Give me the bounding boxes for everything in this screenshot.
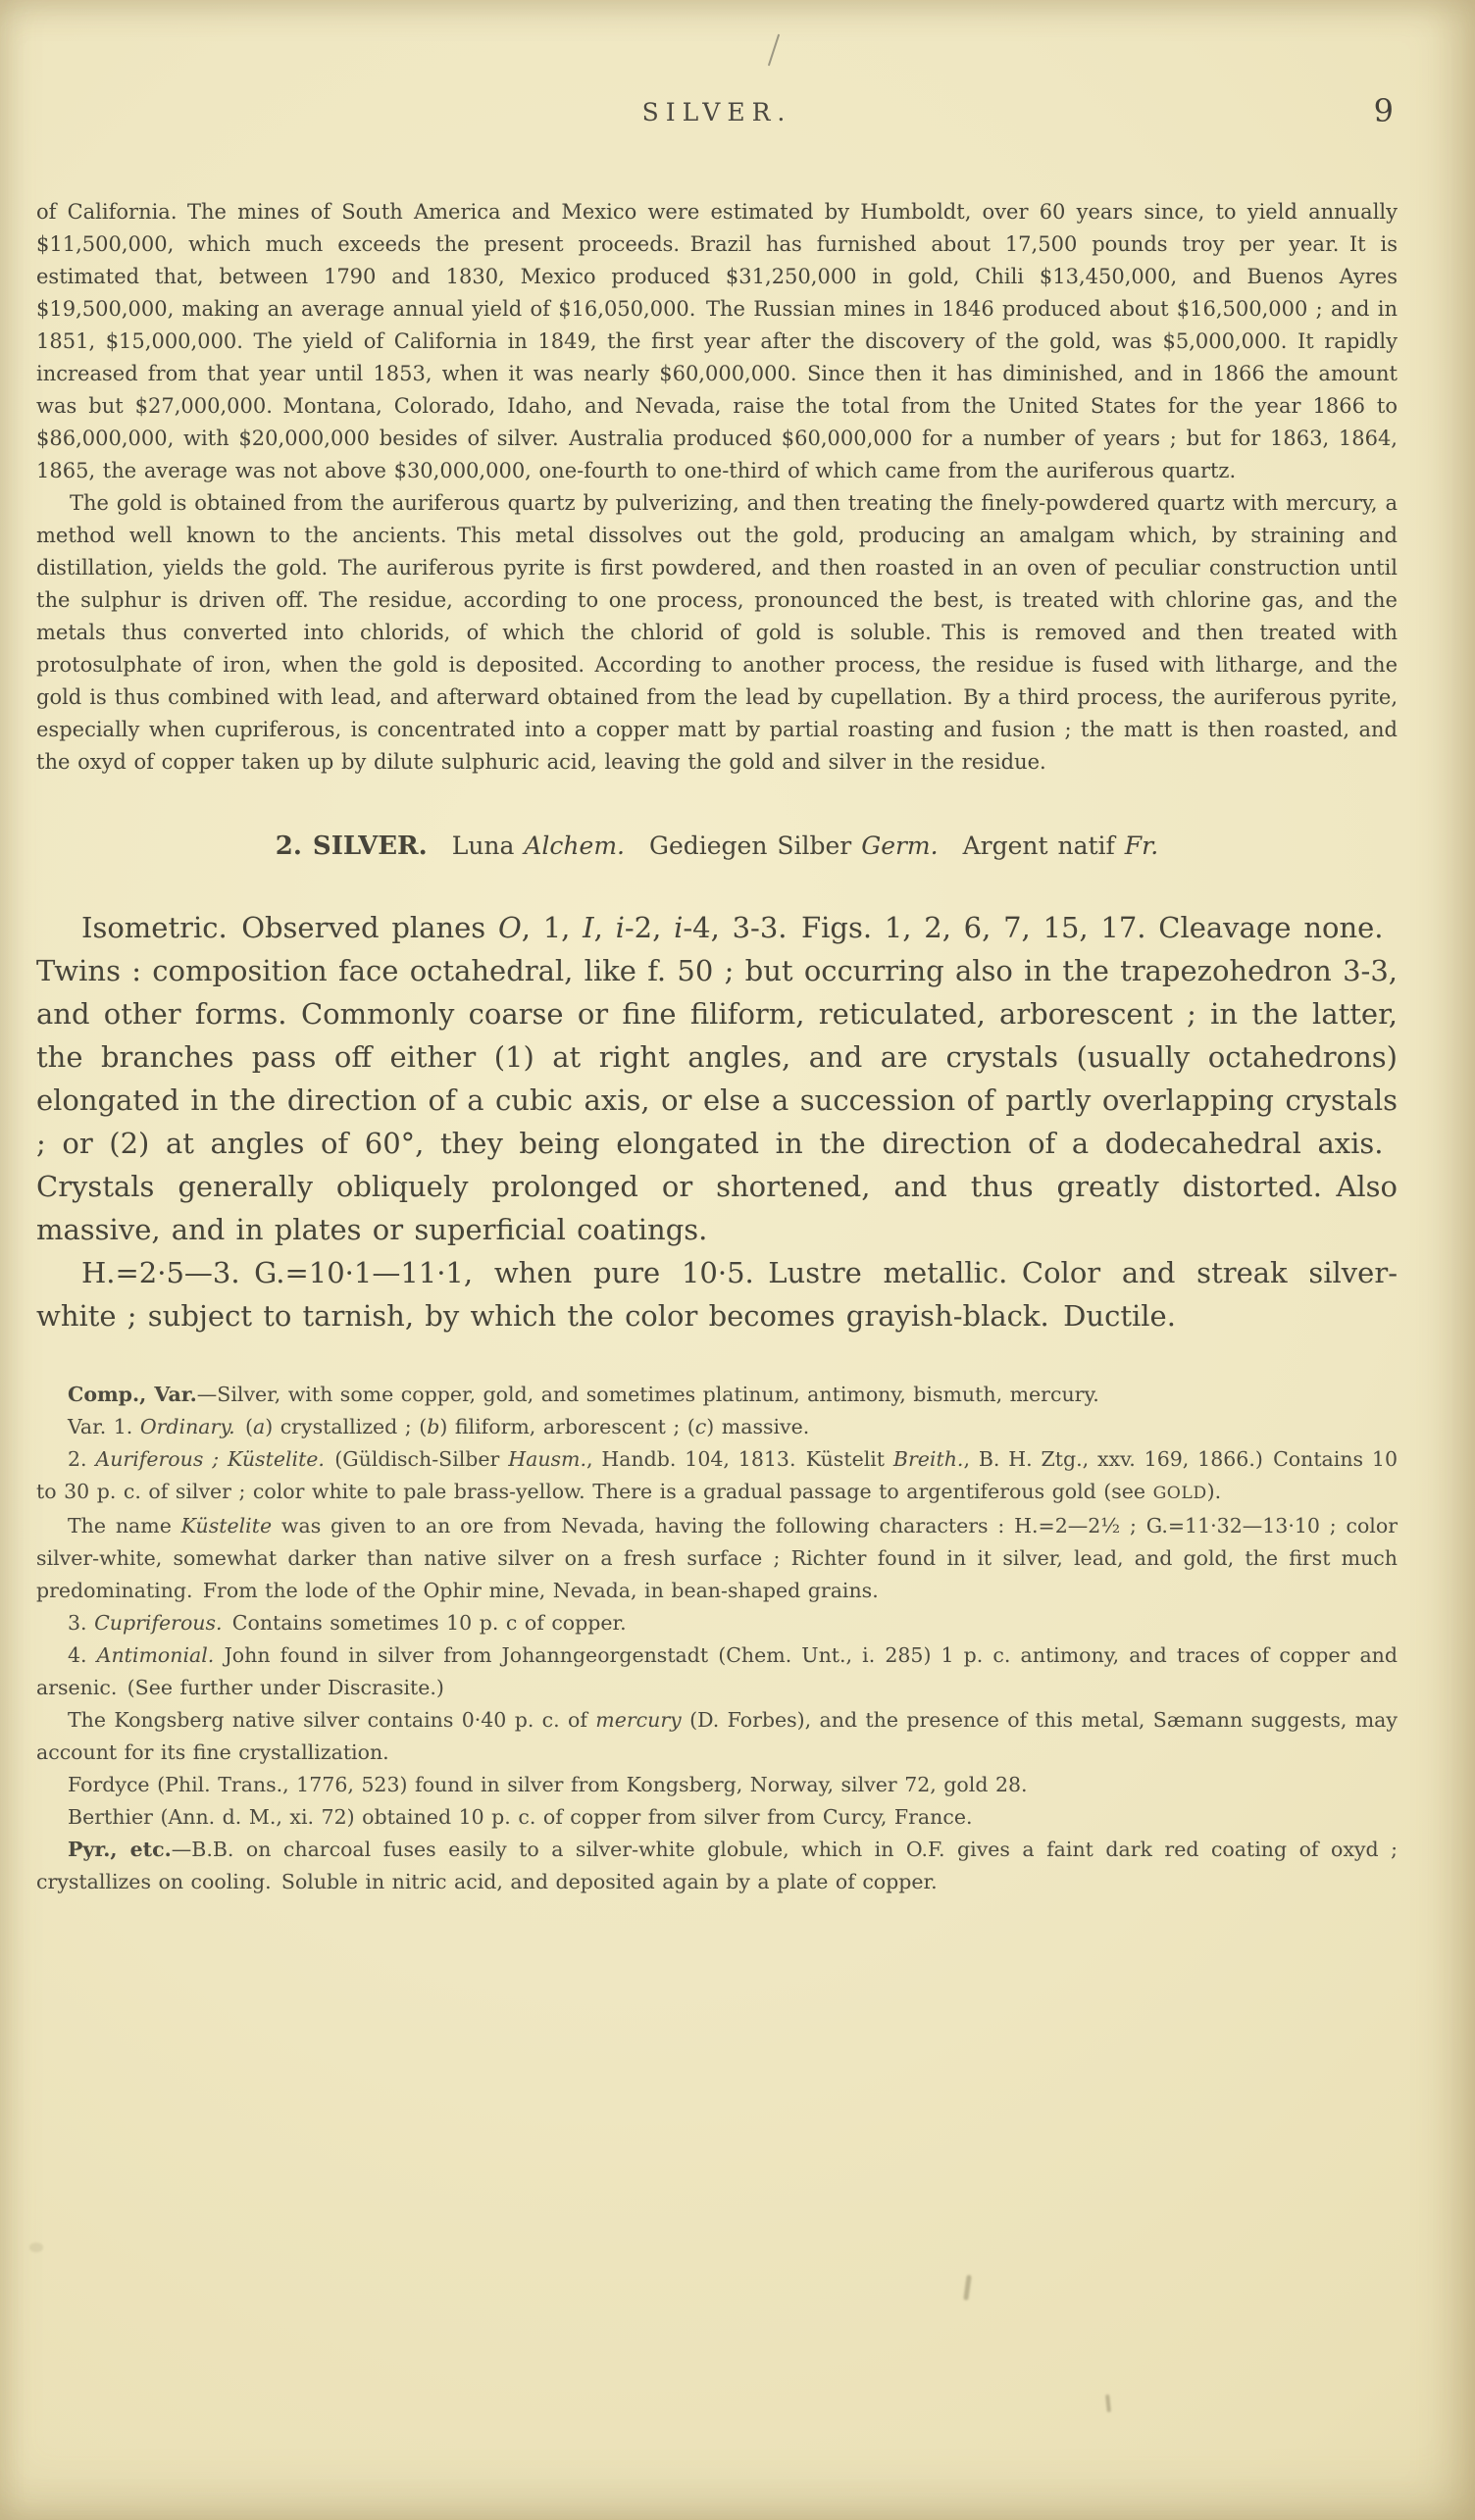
paragraph-berthier-analysis: Berthier (Ann. d. M., xi. 72) obtained 10 p. c. of copper from silver from Curcy, France. [68, 1805, 973, 1829]
paragraph-variety-ordinary: Var. 1. Ordinary. (a) crystallized ; (b) filiform, arborescent ; (c) massive. [68, 1415, 810, 1438]
running-head-title: SILVER. [641, 98, 792, 126]
paragraph-fordyce-analysis: Fordyce (Phil. Trans., 1776, 523) found in silver from Kongsberg, Norway, silver 72, gold 28. [68, 1773, 1028, 1796]
paragraph-gold-extraction-process: The gold is obtained from the auriferous quartz by pulverizing, and then treating the finely-powdered quartz with mercury, a method well known to the ancients. This metal dissolves out the gold, producing an amalgam which, by straining and distillation, yields the gold. The auriferous pyrite is first powdered, and then roasted in an oven of peculiar construction until the sulphur is driven off. The residue, according to one process, pronounced the best, is treated with chlorine gas, and the metals thus converted into chlorids, of which the chlorid of gold is soluble. This is removed and then treated with protosulphate of iron, when the gold is deposited. According to another process, the residue is fused with litharge, and the gold is thus combined with lead, and afterward obtained from the lead by cupellation. By a third process, the auriferous pyrite, especially when cupriferous, is concentrated into a copper matt by partial roasting and fusion ; the matt is then roasted, and the oxyd of copper taken up by dilute sulphuric acid, leaving the gold and silver in the residue. [36, 491, 1398, 774]
paragraph-composition-varieties: Comp., Var.—Silver, with some copper, gold, and sometimes platinum, antimony, bismuth, mercury. [68, 1383, 1099, 1406]
paragraph-crystallography: Isometric. Observed planes O, 1, I, i-2, i-4, 3-3. Figs. 1, 2, 6, 7, 15, 17. Cleavage none. Twins : composition face octahedral, like f. 50 ; but occurring also in the trapezohedron 3-3, and other forms. Commonly coarse or fine filiform, reticulated, arborescent ; in the latter, the branches pass off either (1) at right angles, and are crystals (usually octahedrons) elongated in the direction of a cubic axis, or else a succession of partly overlapping crystals ; or (2) at angles of 60°, they being elongated in the direction of a dodecahedral axis. Crystals generally obliquely prolonged or shortened, and thus greatly distorted. Also massive, and in plates or superficial coatings. [36, 911, 1399, 1246]
paragraph-variety-cupriferous: 3. Cupriferous. Contains sometimes 10 p. c of copper. [68, 1611, 627, 1635]
scan-speck [29, 2243, 43, 2252]
paragraph-kongsberg-silver: The Kongsberg native silver contains 0·40 p. c. of mercury (D. Forbes), and the presence of this metal, Sæmann suggests, may account for its fine crystallization. [36, 1708, 1398, 1764]
running-head-row [36, 92, 1398, 141]
scan-speck [1105, 2394, 1111, 2412]
page-number: 9 [1373, 92, 1394, 129]
paragraph-variety-antimonial: 4. Antimonial. John found in silver from Johanngeorgenstadt (Chem. Unt., i. 285) 1 p. c. antimony, and traces of copper and arsenic. (See further under Discrasite.) [36, 1643, 1399, 1699]
text-block [36, 0, 1398, 1898]
paragraph-physical-properties: H.=2·5—3. G.=10·1—11·1, when pure 10·5. Lustre metallic. Color and streak silver-white ; subject to tarnish, by which the color becomes grayish-black. Ductile. [36, 1256, 1398, 1333]
paragraph-silver-production-statistics: of California. The mines of South America and Mexico were estimated by Humboldt, over 60 years since, to yield annually $11,500,000, which much exceeds the present proceeds. Brazil has furnished about 17,500 pounds troy per year. It is estimated that, between 1790 and 1830, Mexico produced $31,250,000 in gold, Chili $13,450,000, and Buenos Ayres $19,500,000, making an average annual yield of $16,050,000. The Russian mines in 1846 produced about $16,500,000 ; and in 1851, $15,000,000. The yield of California in 1849, the first year after the discovery of the gold, was $5,000,000. It rapidly increased from that year until 1853, when it was nearly $60,000,000. Since then it has diminished, and in 1866 the amount was but $27,000,000. Montana, Colorado, Idaho, and Nevada, raise the total from the United States for the year 1866 to $86,000,000, with $20,000,000 besides of silver. Australia produced $60,000,000 for a number of years ; but for 1863, 1864, 1865, the average was not above $30,000,000, one-fourth to one-third of which came from the auriferous quartz. [36, 200, 1398, 482]
paragraph-variety-auriferous: 2. Auriferous ; Küstelite. (Güldisch-Silber Hausm., Handb. 104, 1813. Küstelit Breith., B. H. Ztg., xxv. 169, 1866.) Contains 10 to 30 p. c. of silver ; color white to pale brass-yellow. There is a gradual passage to argentiferous gold (see GOLD). [36, 1447, 1399, 1503]
paragraph-pyrognostics: Pyr., etc.—B.B. on charcoal fuses easily to a silver-white globule, which in O.F. gives a faint dark red coating of oxyd ; crystallizes on cooling. Soluble in nitric acid, and deposited again by a plate of copper. [36, 1838, 1398, 1893]
fine-print-section [36, 1379, 1398, 1898]
scan-speck [963, 2275, 972, 2300]
species-heading-silver: 2. SILVER. Luna Alchem. Gediegen Silber Germ. Argent natif Fr. [275, 832, 1159, 861]
paragraph-kustelite-description: The name Küstelite was given to an ore from Nevada, having the following characters : H.=2—2½ ; G.=11·32—13·10 ; color silver-white, somewhat darker than native silver on a fresh surface ; Richter found in it silver, lead, and gold, the first much predominating. From the lode of the Ophir mine, Nevada, in bean-shaped grains. [36, 1514, 1398, 1602]
